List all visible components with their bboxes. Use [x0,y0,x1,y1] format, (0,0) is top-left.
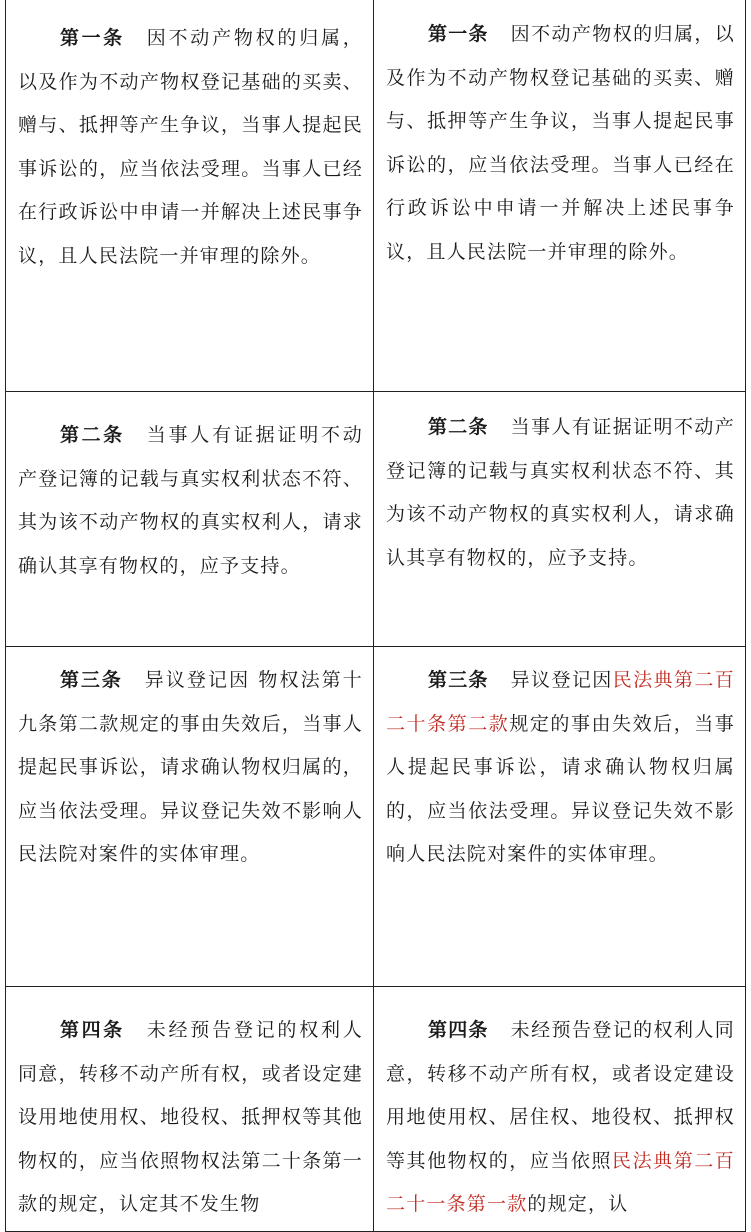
table-row-article-2 [6,392,746,647]
amended-reference: 民法典第二百二十一条第一款 [386,1149,735,1215]
article-label: 第四条 [60,1019,125,1041]
old-article-3-cell [6,647,374,987]
article-text-before: 未经预告登记的权利人同意，转移不动产所有权，或者设定建设用地使用权、居住权、地役权、抵押权等其他物权的，应当依照 [386,1019,735,1172]
table-row-article-3 [6,647,746,987]
article-text-after: 规定的事由失效后，当事人提起民事诉讼，请求确认物权归属的，应当依法受理。异议登记失效不影响人民法院对案件的实体审理。 [386,712,736,865]
article-text-before: 异议登记因 [510,669,613,691]
article-text-after: 的规定，认 [527,1193,629,1215]
article-text: 因不动产物权的归属，以及作为不动产物权登记基础的买卖、赠与、抵押等产生争议，当事人提起民事诉讼的，应当依法受理。当事人已经在行政诉讼中申请一并解决上述民事争议，且人民法院一并审理的除外。 [18,27,363,267]
article-text: 未经预告登记的权利人同意，转移不动产所有权，或者设定建设用地使用权、地役权、抵押权等其他物权的，应当依照物权法第二十条第一款的规定，认定其不发生物 [18,1019,363,1215]
article-label: 第三条 [60,669,123,691]
article-text: 异议登记因 物权法第十九条第二款规定的事由失效后，当事人提起民事诉讼，请求确认物权归属的，应当依法受理。异议登记失效不影响人民法院对案件的实体审理。 [18,669,363,865]
article-text: 因不动产物权的归属，以及作为不动产物权登记基础的买卖、赠与、抵押等产生争议，当事人提起民事诉讼的，应当依法受理。当事人已经在行政诉讼中申请一并解决上述民事争议，且人民法院一并审理的除外。 [386,23,735,263]
article-text: 当事人有证据证明不动产登记簿的记载与真实权利状态不符、其为该不动产物权的真实权利人，请求确认其享有物权的，应予支持。 [386,416,735,569]
old-article-2-cell [6,392,374,647]
new-article-4-cell [374,987,746,1232]
new-article-1-cell [374,0,746,392]
new-article-3-cell [374,647,746,987]
article-label: 第二条 [60,424,125,446]
article-label: 第四条 [428,1019,489,1041]
comparison-table [5,0,746,1232]
article-text: 当事人有证据证明不动产登记簿的记载与真实权利状态不符、其为该不动产物权的真实权利人，请求确认其享有物权的，应予支持。 [18,424,363,577]
table-row-article-4 [6,987,746,1232]
article-label: 第一条 [428,23,489,45]
old-article-4-cell [6,987,374,1232]
article-label: 第三条 [428,669,489,691]
old-article-1-cell [6,0,374,392]
amended-reference: 民法典第二百二十条第二款 [386,669,735,735]
table-row-article-1 [6,0,746,392]
article-label: 第二条 [428,416,489,438]
new-article-2-cell [374,392,746,647]
article-label: 第一条 [60,27,125,49]
